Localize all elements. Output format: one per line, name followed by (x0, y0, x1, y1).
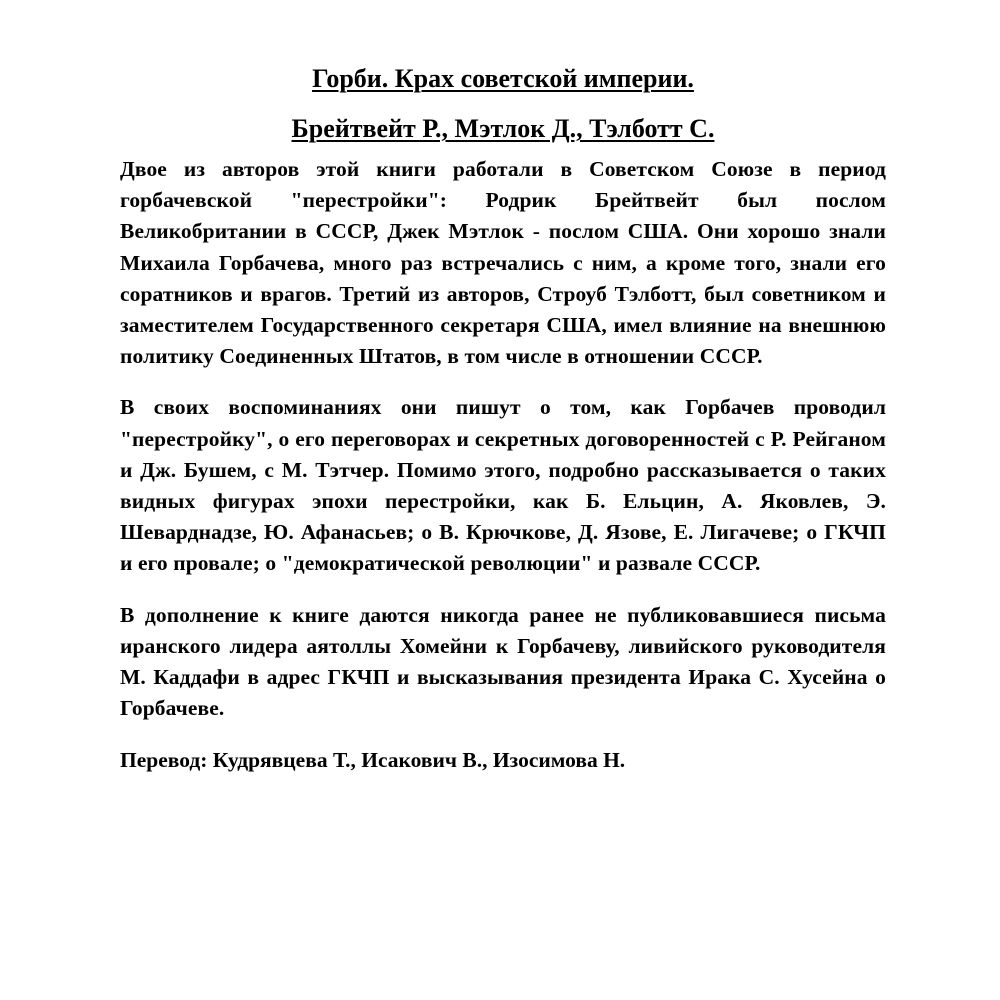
book-authors: Брейтвейт Р., Мэтлок Д., Тэлботт С. (291, 114, 715, 143)
book-title: Горби. Крах советской империи. (312, 64, 694, 93)
description-paragraph-1: Двое из авторов этой книги работали в Советском Союзе в период горбачевской "перестройки": Родрик Брейтвейт был послом Великобритании в СССР, Джек Мэтлок - послом США. Они хорошо знали Михаила Горбачева, много раз встречались с ним, а кроме того, знали его соратников и врагов. Третий из авторов, Строуб Тэлботт, был советником и заместителем Государственного секретаря США, имел влияние на внешнюю политику Соединенных Штатов, в том числе в отношении СССР. (120, 157, 886, 369)
description-paragraph-2: В своих воспоминаниях они пишут о том, как Горбачев проводил "перестройку", о его переговорах и секретных договоренностей с Р. Рейганом и Дж. Бушем, с М. Тэтчер. Помимо этого, подробно рассказывается о таких видных фигурах эпохи перестройки, как Б. Ельцин, А. Яковлев, Э. Шеварднадзе, Ю. Афанасьев; о В. Крючкове, Д. Язове, Е. Лигачеве; о ГКЧП и его провале; о "демократической революции" и развале СССР. (120, 395, 886, 576)
translation-credits: Перевод: Кудрявцева Т., Исакович В., Изосимова Н. (120, 748, 626, 773)
description-paragraph-3: В дополнение к книге даются никогда ранее не публиковавшиеся письма иранского лидера аятоллы Хомейни к Горбачеву, ливийского руководителя М. Каддафи в адрес ГКЧП и высказывания президента Ирака С. Хусейна о Горбачеве. (120, 602, 886, 721)
document-page (120, 62, 886, 776)
